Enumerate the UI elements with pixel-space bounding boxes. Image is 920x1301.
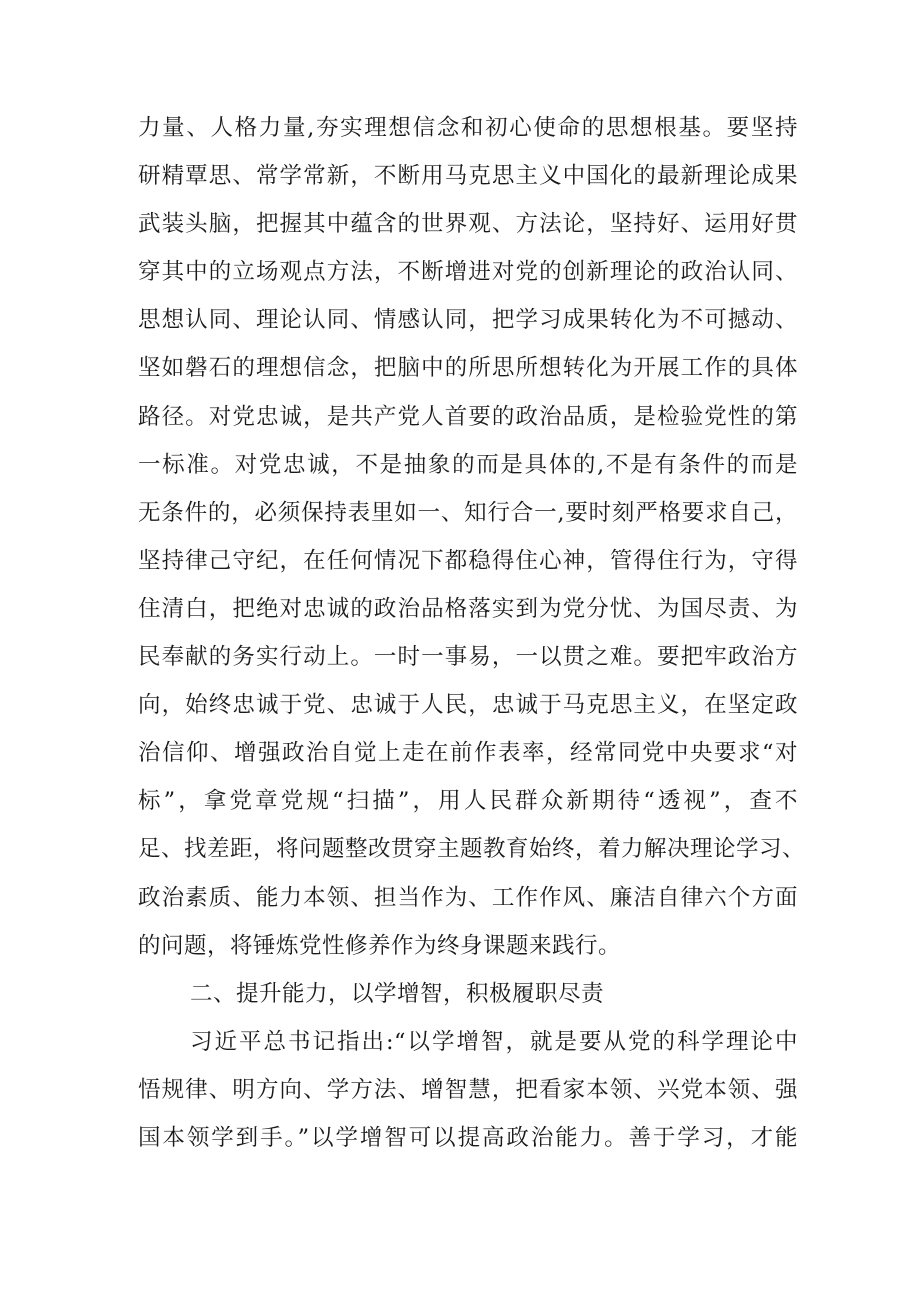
- text-line: 民奉献的务实行动上。一时一事易，一以贯之难。要把牢政治方: [138, 644, 798, 671]
- text-line: 穿其中的立场观点方法，不断增进对党的创新理论的政治认同、: [138, 259, 798, 286]
- section-heading: 二、提升能力，以学增智，积极履职尽责: [190, 980, 605, 1007]
- paragraph-last-line: 的问题，将锤炼党性修养作为终身课题来践行。: [138, 932, 622, 959]
- text-line: 向，始终忠诚于党、忠诚于人民，忠诚于马克思主义，在坚定政: [138, 692, 798, 719]
- text-line: 路径。对党忠诚，是共产党人首要的政治品质，是检验党性的第: [138, 403, 798, 430]
- text-line: 标”，拿党章党规“扫描”，用人民群众新期待“透视”，查不: [138, 788, 798, 815]
- text-line: 足、找差距，将问题整改贯穿主题教育始终，着力解决理论学习、: [138, 836, 806, 863]
- text-line: 政治素质、能力本领、担当作为、工作作风、廉洁自律六个方面: [138, 884, 798, 911]
- text-line: 无条件的，必须保持表里如一、知行合一,要时刻严格要求自己，: [138, 499, 798, 526]
- text-line: 治信仰、增强政治自觉上走在前作表率，经常同党中央要求“对: [138, 740, 798, 767]
- paragraph-first-line: 习近平总书记指出:“以学增智，就是要从党的科学理论中: [190, 1028, 798, 1055]
- text-line: 武装头脑，把握其中蕴含的世界观、方法论，坚持好、运用好贯: [138, 211, 798, 238]
- text-line: 一标准。对党忠诚，不是抽象的而是具体的,不是有条件的而是: [138, 451, 798, 478]
- text-line: 住清白，把绝对忠诚的政治品格落实到为党分忧、为国尽责、为: [138, 595, 798, 622]
- document-body: [138, 104, 806, 1162]
- text-line: 国本领学到手。”以学增智可以提高政治能力。善于学习，才能: [138, 1124, 798, 1151]
- text-line: 坚持律己守纪，在任何情况下都稳得住心神，管得住行为，守得: [138, 547, 798, 574]
- text-line: 研精覃思、常学常新，不断用马克思主义中国化的最新理论成果: [138, 163, 798, 190]
- text-line: 思想认同、理论认同、情感认同，把学习成果转化为不可撼动、: [138, 307, 798, 334]
- text-line: 坚如磐石的理想信念，把脑中的所思所想转化为开展工作的具体: [138, 355, 798, 382]
- text-line: 力量、人格力量,夯实理想信念和初心使命的思想根基。要坚持: [138, 115, 798, 141]
- text-line: 悟规律、明方向、学方法、增智慧，把看家本领、兴党本领、强: [138, 1076, 798, 1103]
